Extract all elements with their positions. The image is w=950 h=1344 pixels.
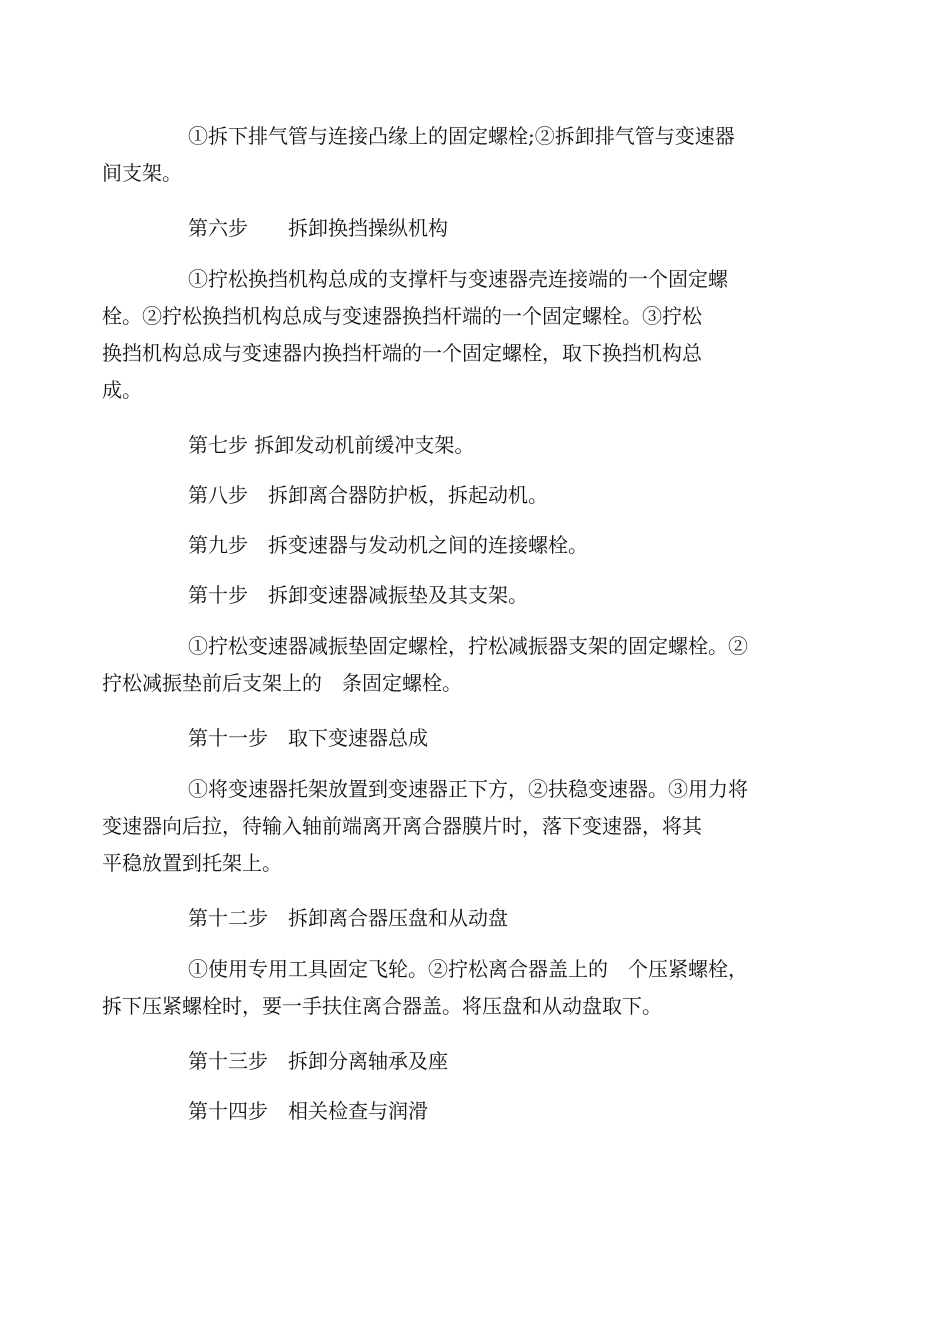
paragraph-transmission-removal: [102, 771, 810, 882]
paragraph-line: 换挡机构总成与变速器内换挡杆端的一个固定螺栓，取下换挡机构总: [102, 341, 702, 365]
step-heading-8: 第八步 拆卸离合器防护板，拆起动机。: [188, 483, 548, 507]
step-heading-7: 第七步 拆卸发动机前缓冲支架。: [188, 433, 475, 457]
step-heading-13: 第十三步 拆卸分离轴承及座: [188, 1049, 448, 1073]
paragraph-line: 变速器向后拉，待输入轴前端离开离合器膜片时，落下变速器，将其: [102, 814, 702, 838]
paragraph-line: ①将变速器托架放置到变速器正下方，②扶稳变速器。③用力将: [188, 777, 748, 801]
step-heading-6: 第六步 拆卸换挡操纵机构: [188, 216, 448, 240]
paragraph-shift-mechanism: [102, 261, 810, 409]
paragraph-line: ①拆下排气管与连接凸缘上的固定螺栓;②拆卸排气管与变速器: [188, 124, 735, 148]
document-body: [102, 118, 810, 1144]
paragraph-line: 栓。②拧松换挡机构总成与变速器换挡杆端的一个固定螺栓。③拧松: [102, 304, 702, 328]
paragraph-line: 平稳放置到托架上。: [102, 851, 282, 875]
paragraph-line: ①拧松变速器减振垫固定螺栓，拧松减振器支架的固定螺栓。②: [188, 634, 748, 658]
step-heading-14: 第十四步 相关检查与润滑: [188, 1099, 428, 1123]
paragraph-exhaust-removal: [102, 118, 810, 192]
step-heading-10: 第十步 拆卸变速器减振垫及其支架。: [188, 583, 528, 607]
paragraph-line: 间支架。: [102, 161, 182, 185]
step-heading-9: 第九步 拆变速器与发动机之间的连接螺栓。: [188, 533, 588, 557]
paragraph-line: 拆下压紧螺栓时，要一手扶住离合器盖。将压盘和从动盘取下。: [102, 994, 662, 1018]
paragraph-line: 拧松减振垫前后支架上的 条固定螺栓。: [102, 671, 462, 695]
step-heading-12: 第十二步 拆卸离合器压盘和从动盘: [188, 906, 508, 930]
paragraph-line: ①拧松换挡机构总成的支撑杆与变速器壳连接端的一个固定螺: [188, 267, 728, 291]
paragraph-line: ①使用专用工具固定飞轮。②拧松离合器盖上的 个压紧螺栓，: [188, 957, 748, 981]
paragraph-damper-bolts: [102, 628, 810, 702]
paragraph-clutch-removal: [102, 951, 810, 1025]
paragraph-line: 成。: [102, 378, 142, 402]
step-heading-11: 第十一步 取下变速器总成: [188, 726, 428, 750]
